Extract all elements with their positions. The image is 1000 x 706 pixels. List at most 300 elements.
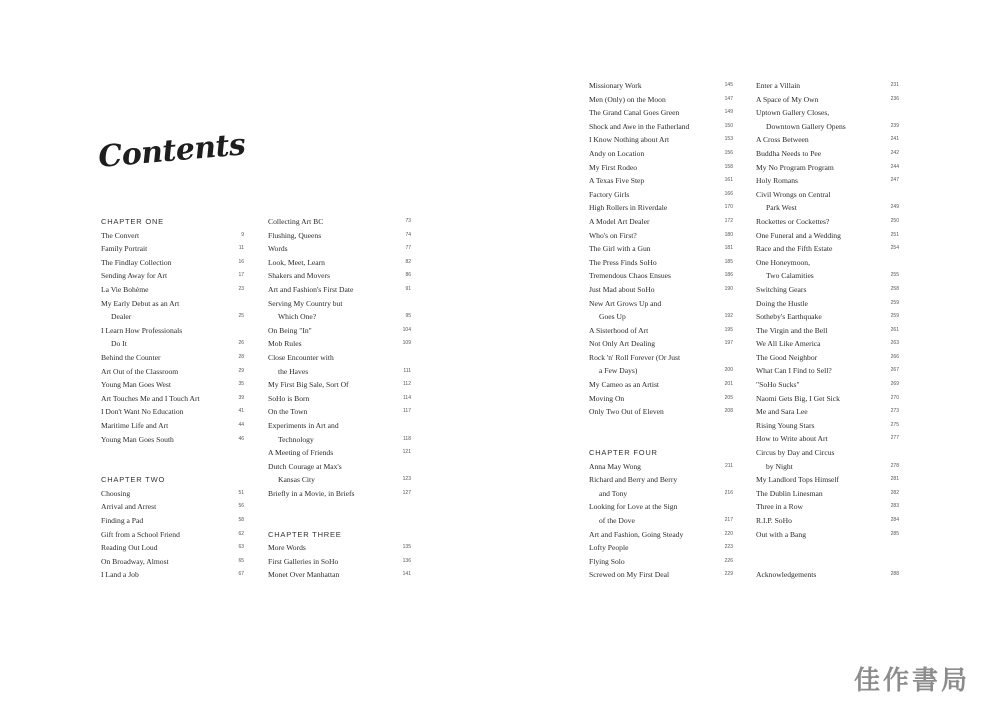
toc-entry-title: Switching Gears — [756, 284, 807, 294]
toc-entry-title: First Galleries in SoHo — [268, 556, 339, 566]
toc-entry-title: My No Program Program — [756, 162, 834, 172]
toc-page-number: 123 — [402, 476, 411, 483]
toc-entry — [756, 392, 899, 406]
toc-page-number: 56 — [238, 503, 244, 510]
spacer — [589, 432, 733, 446]
toc-entry — [589, 174, 733, 188]
toc-entry — [268, 242, 411, 256]
toc-entry — [101, 351, 244, 365]
toc-entry — [589, 460, 733, 474]
toc-entry-title: A Cross Between — [756, 135, 809, 145]
toc-entry — [589, 79, 733, 93]
toc-entry — [589, 392, 733, 406]
toc-entry — [756, 106, 899, 133]
toc-entry — [101, 433, 244, 447]
toc-page-number: 281 — [890, 476, 899, 483]
toc-entry — [756, 568, 899, 582]
toc-entry-title: My Landlord Tops Himself — [756, 475, 840, 485]
toc-entry-title: Flying Solo — [589, 556, 625, 566]
toc-entry — [268, 419, 411, 446]
toc-entry — [756, 419, 899, 433]
toc-page-number: 141 — [402, 571, 411, 578]
toc-entry — [101, 568, 244, 582]
toc-entry-title: Circus by Day and Circus — [756, 448, 835, 458]
toc-page-number: 283 — [890, 503, 899, 510]
toc-page-number: 35 — [238, 381, 244, 388]
toc-page-number: 254 — [890, 245, 899, 252]
toc-entry-title: New Art Grows Up and — [589, 298, 662, 308]
toc-entry — [756, 256, 899, 283]
toc-page-number: 58 — [238, 517, 244, 524]
toc-page-number: 112 — [403, 381, 411, 388]
toc-entry-title: Arrival and Arrest — [101, 502, 157, 512]
toc-entry-title: I Land a Job — [101, 570, 139, 580]
toc-entry-title: Kansas City — [278, 475, 315, 485]
toc-entry — [101, 269, 244, 283]
toc-entry-title: Buddha Needs to Pee — [756, 148, 822, 158]
toc-page-number: 127 — [402, 489, 411, 496]
toc-entry — [589, 242, 733, 256]
toc-entry-title: Words — [268, 244, 288, 254]
toc-entry — [589, 337, 733, 351]
toc-page-number: 109 — [402, 340, 411, 347]
toc-page-number: 275 — [890, 421, 899, 428]
toc-entry — [101, 500, 244, 514]
toc-page-number: 266 — [890, 353, 899, 360]
toc-page-number: 205 — [724, 394, 733, 401]
toc-entry — [268, 229, 411, 243]
toc-page-number: 211 — [725, 462, 733, 469]
toc-entry — [268, 487, 411, 501]
toc-entry — [268, 392, 411, 406]
toc-entry-title: Art Out of the Classroom — [101, 366, 179, 376]
toc-entry — [756, 215, 899, 229]
toc-page-number: 28 — [238, 353, 244, 360]
toc-page-number: 41 — [238, 408, 244, 415]
toc-entry-title: A Space of My Own — [756, 94, 819, 104]
toc-entry-title: Looking for Love at the Sign — [589, 502, 678, 512]
toc-entry — [268, 541, 411, 555]
toc-page-number: 67 — [238, 571, 244, 578]
toc-entry-title: Do It — [111, 339, 127, 349]
toc-page-number: 95 — [405, 313, 411, 320]
toc-page-number: 150 — [724, 122, 733, 129]
toc-entry-title: Enter a Villain — [756, 81, 801, 90]
toc-entry — [589, 256, 733, 270]
toc-page-number: 197 — [724, 340, 733, 347]
toc-page-number: 170 — [724, 204, 733, 211]
toc-entry-title: Dutch Courage at Max's — [268, 461, 342, 471]
toc-entry-title: R.I.P. SoHo — [756, 516, 792, 525]
toc-entry — [101, 365, 244, 379]
toc-entry-title: Factory Girls — [589, 189, 630, 199]
toc-entry — [589, 93, 733, 107]
toc-page-number: 278 — [890, 462, 899, 469]
toc-entry-title: More Words — [268, 543, 306, 553]
toc-entry — [756, 297, 899, 311]
toc-page-number: 26 — [238, 340, 244, 347]
toc-entry — [101, 392, 244, 406]
toc-entry — [268, 555, 411, 569]
toc-entry-title: the Haves — [278, 366, 309, 376]
toc-entry — [101, 419, 244, 433]
toc-page-number: 239 — [890, 122, 899, 129]
toc-page-number: 158 — [724, 163, 733, 170]
toc-entry — [589, 147, 733, 161]
toc-entry — [101, 324, 244, 351]
toc-page-number: 247 — [890, 177, 899, 184]
toc-entry-title: Missionary Work — [589, 81, 642, 90]
toc-page-number: 231 — [890, 82, 899, 88]
toc-entry-title: Flushing, Queens — [268, 230, 322, 240]
toc-page-number: 251 — [890, 231, 899, 238]
toc-entry-title: My First Big Sale, Sort Of — [268, 380, 349, 390]
toc-entry — [589, 201, 733, 215]
toc-page-number: 16 — [238, 258, 244, 265]
toc-page-number: 111 — [403, 367, 411, 374]
chapter-heading: CHAPTER ONE — [101, 217, 164, 226]
toc-entry-title: What Can I Find to Sell? — [756, 366, 832, 376]
toc-entry-title: One Honeymoon, — [756, 257, 810, 267]
toc-page-number: 263 — [890, 340, 899, 347]
toc-entry — [756, 229, 899, 243]
toc-page-number: 63 — [238, 544, 244, 551]
toc-page-number: 86 — [405, 272, 411, 279]
toc-entry-title: I Know Nothing about Art — [589, 135, 670, 145]
toc-entry — [756, 432, 899, 446]
toc-entry-title: Close Encounter with — [268, 352, 334, 362]
toc-column-4 — [756, 79, 899, 582]
toc-page-number: 190 — [724, 285, 733, 292]
toc-entry — [756, 487, 899, 501]
toc-entry — [756, 79, 899, 93]
toc-page-number: 267 — [890, 367, 899, 374]
toc-entry-title: Downtown Gallery Opens — [766, 121, 846, 131]
toc-entry — [268, 568, 411, 582]
toc-entry — [268, 405, 411, 419]
toc-entry-title: A Texas Five Step — [589, 176, 645, 186]
toc-entry — [756, 351, 899, 365]
toc-page-number: 284 — [890, 517, 899, 523]
toc-entry — [101, 555, 244, 569]
toc-entry-title: A Model Art Dealer — [589, 216, 650, 226]
toc-entry — [101, 229, 244, 243]
toc-entry-title: Gift from a School Friend — [101, 529, 180, 539]
toc-page-number: 44 — [238, 421, 244, 428]
toc-entry — [589, 555, 733, 569]
toc-entry-title: Park West — [766, 203, 797, 213]
toc-page-number: 236 — [890, 95, 899, 102]
toc-entry-title: Shock and Awe in the Fatherland — [589, 121, 690, 131]
toc-entry-title: One Funeral and a Wedding — [756, 230, 841, 240]
toc-entry — [101, 256, 244, 270]
spacer — [756, 555, 899, 569]
toc-entry — [589, 541, 733, 555]
spacer — [589, 419, 733, 433]
toc-entry — [268, 324, 411, 338]
toc-entry — [756, 133, 899, 147]
toc-page-number: 149 — [724, 109, 733, 116]
toc-entry-title: Uptown Gallery Closes, — [756, 108, 830, 118]
toc-entry-title: Rock 'n' Roll Forever (Or Just — [589, 352, 681, 362]
toc-page-number: 135 — [402, 544, 411, 551]
toc-entry-title: The Findlay Collection — [101, 257, 172, 267]
toc-entry-title: My Cameo as an Artist — [589, 380, 660, 390]
toc-entry-title: Doing the Hustle — [756, 298, 808, 308]
toc-entry — [589, 297, 733, 324]
toc-page-number: 9 — [241, 231, 244, 238]
toc-entry — [589, 215, 733, 229]
toc-entry — [589, 324, 733, 338]
toc-entry-title: Civil Wrongs on Central — [756, 189, 831, 199]
toc-entry-title: Maritime Life and Art — [101, 420, 169, 430]
toc-page-number: 121 — [402, 449, 411, 456]
toc-entry — [589, 269, 733, 283]
toc-entry-title: High Rollers in Riverdale — [589, 203, 668, 213]
toc-page-number: 46 — [238, 435, 244, 442]
toc-page-number: 223 — [724, 544, 733, 551]
toc-entry — [101, 528, 244, 542]
toc-entry-title: Family Portrait — [101, 244, 148, 254]
toc-entry-title: Tremendous Chaos Ensues — [589, 271, 671, 281]
toc-entry — [268, 446, 411, 460]
toc-entry-title: My Early Debut as an Art — [101, 298, 180, 308]
toc-page-number: 118 — [403, 435, 411, 442]
toc-entry — [756, 174, 899, 188]
toc-entry-title: Finding a Pad — [101, 516, 144, 526]
toc-entry — [101, 541, 244, 555]
toc-entry-title: Race and the Fifth Estate — [756, 244, 833, 254]
toc-entry-title: The Convert — [101, 230, 140, 240]
toc-entry-title: The Grand Canal Goes Green — [589, 108, 680, 118]
toc-entry-title: On Broadway, Almost — [101, 556, 169, 566]
toc-entry — [268, 337, 411, 351]
toc-page-number: 180 — [724, 231, 733, 238]
toc-entry — [101, 405, 244, 419]
toc-page-number: 195 — [724, 326, 733, 333]
toc-entry-title: of the Dove — [599, 516, 635, 525]
toc-entry-title: Me and Sara Lee — [756, 407, 808, 417]
toc-entry-title: On the Town — [268, 407, 308, 417]
toc-entry-title: Out with a Bang — [756, 529, 806, 539]
toc-page-number: 249 — [890, 204, 899, 211]
toc-entry — [756, 147, 899, 161]
toc-page-number: 136 — [402, 557, 411, 564]
chapter-heading: CHAPTER FOUR — [589, 448, 658, 458]
spacer — [101, 446, 244, 473]
toc-entry — [101, 283, 244, 297]
toc-page-number: 261 — [890, 326, 899, 333]
toc-entry-title: Serving My Country but — [268, 298, 343, 308]
toc-entry-title: Art and Fashion's First Date — [268, 284, 354, 294]
toc-entry — [589, 351, 733, 378]
toc-page-number: 201 — [724, 381, 733, 388]
toc-entry-title: Mob Rules — [268, 339, 302, 349]
toc-entry — [756, 446, 899, 473]
toc-entry-title: Acknowledgements — [756, 570, 817, 580]
toc-page-number: 258 — [890, 285, 899, 292]
toc-entry-title: a Few Days) — [599, 366, 638, 376]
toc-page-number: 29 — [238, 367, 244, 374]
toc-entry — [101, 297, 244, 324]
toc-entry-title: Holy Romans — [756, 176, 798, 186]
toc-page-number: 114 — [403, 394, 411, 401]
toc-page-number: 77 — [405, 245, 411, 252]
toc-entry-title: Sotheby's Earthquake — [756, 312, 822, 322]
toc-entry-title: The Virgin and the Bell — [756, 325, 828, 335]
toc-page-number: 242 — [890, 149, 899, 156]
spacer — [268, 514, 411, 528]
toc-page-number: 186 — [724, 272, 733, 279]
toc-entry-title: Rockettes or Cockettes? — [756, 216, 830, 226]
toc-page-number: 226 — [724, 557, 733, 564]
toc-entry — [268, 460, 411, 487]
toc-entry-title: Just Mad about SoHo — [589, 284, 655, 294]
toc-entry-title: Goes Up — [599, 312, 626, 322]
toc-entry-title: Rising Young Stars — [756, 420, 815, 430]
toc-page-number: 220 — [724, 530, 733, 537]
toc-entry-title: How to Write about Art — [756, 434, 828, 444]
toc-entry-title: Young Man Goes South — [101, 434, 174, 444]
toc-entry-title: Experiments in Art and — [268, 420, 339, 430]
toc-page-number: 259 — [890, 299, 899, 306]
toc-entry-title: Men (Only) on the Moon — [589, 94, 666, 104]
contents-title: Contents — [96, 127, 247, 175]
toc-entry — [589, 120, 733, 134]
toc-entry-title: by Night — [766, 461, 793, 471]
toc-entry-title: My First Rodeo — [589, 162, 638, 172]
toc-column-2 — [268, 215, 411, 582]
toc-page-number: 259 — [890, 313, 899, 320]
chapter-heading: CHAPTER THREE — [268, 529, 342, 539]
toc-entry — [756, 283, 899, 297]
toc-entry-title: I Learn How Professionals — [101, 325, 183, 335]
toc-page-number: 273 — [890, 408, 899, 415]
toc-entry-title: Which One? — [278, 312, 317, 322]
toc-entry-title: Lofty People — [589, 543, 629, 553]
toc-entry — [268, 256, 411, 270]
toc-entry — [268, 269, 411, 283]
toc-page-number: 104 — [402, 326, 411, 333]
toc-page-number: 217 — [724, 517, 733, 523]
toc-entry-title: Two Calamities — [766, 271, 814, 281]
toc-entry — [268, 215, 411, 229]
toc-entry-title: Not Only Art Dealing — [589, 339, 656, 349]
toc-page-number: 250 — [890, 217, 899, 224]
toc-entry — [589, 161, 733, 175]
toc-page-number: 161 — [724, 177, 733, 184]
toc-page-number: 17 — [238, 272, 244, 279]
toc-page-number: 23 — [238, 285, 244, 292]
toc-entry — [589, 188, 733, 202]
toc-entry — [756, 324, 899, 338]
toc-entry-title: The Press Finds SoHo — [589, 257, 657, 267]
toc-entry — [756, 337, 899, 351]
toc-entry-title: Shakers and Movers — [268, 271, 331, 281]
toc-entry-title: Reading Out Loud — [101, 543, 158, 553]
toc-page-number: 73 — [405, 218, 411, 224]
toc-entry-title: Look, Meet, Learn — [268, 257, 325, 267]
toc-entry — [756, 161, 899, 175]
spacer — [268, 500, 411, 514]
toc-page-number: 166 — [724, 190, 733, 197]
toc-entry-title: A Sisterhood of Art — [589, 325, 649, 335]
toc-entry — [756, 93, 899, 107]
toc-entry-title: The Dublin Linesman — [756, 488, 823, 498]
toc-entry-title: I Don't Want No Education — [101, 407, 184, 417]
toc-entry-title: Briefly in a Movie, in Briefs — [268, 488, 355, 498]
toc-entry — [101, 242, 244, 256]
toc-entry — [268, 297, 411, 324]
toc-entry-title: Art and Fashion, Going Steady — [589, 529, 684, 539]
toc-entry-title: Behind the Counter — [101, 352, 161, 362]
toc-entry-title: Naomi Gets Big, I Get Sick — [756, 393, 840, 403]
toc-page-number: 288 — [890, 571, 899, 578]
toc-entry — [589, 283, 733, 297]
toc-entry-title: Collecting Art BC — [268, 217, 324, 226]
toc-entry — [589, 473, 733, 500]
toc-entry — [268, 351, 411, 378]
toc-page-number: 25 — [238, 313, 244, 320]
toc-page-number: 145 — [724, 82, 733, 88]
toc-entry-title: SoHo is Born — [268, 393, 310, 403]
toc-entry-title: "SoHo Sucks" — [756, 380, 800, 390]
toc-page-number: 277 — [890, 435, 899, 442]
toc-entry — [101, 378, 244, 392]
toc-page-number: 255 — [890, 272, 899, 279]
toc-entry-title: On Being "In" — [268, 325, 312, 335]
toc-entry-title: Young Man Goes West — [101, 380, 171, 390]
toc-entry-title: A Meeting of Friends — [268, 448, 334, 458]
toc-entry — [756, 405, 899, 419]
toc-page-number: 153 — [724, 136, 733, 143]
toc-page-number: 117 — [403, 408, 411, 415]
toc-entry-title: Who's on First? — [589, 230, 637, 240]
toc-entry — [589, 378, 733, 392]
toc-page-number: 241 — [890, 136, 899, 143]
toc-entry — [589, 568, 733, 582]
toc-entry-title: Screwed on My First Deal — [589, 570, 670, 580]
publisher-watermark-logo: 佳作書局 — [853, 666, 970, 696]
toc-page-number: 282 — [890, 489, 899, 496]
toc-entry-title: Monet Over Manhattan — [268, 570, 340, 580]
toc-entry — [589, 106, 733, 120]
toc-entry — [756, 364, 899, 378]
toc-page-number: 244 — [890, 163, 899, 170]
toc-entry-title: Art Touches Me and I Touch Art — [101, 393, 200, 403]
toc-entry — [589, 528, 733, 542]
toc-page-number: 181 — [724, 245, 733, 252]
toc-page-number: 51 — [238, 489, 244, 496]
toc-entry-title: Moving On — [589, 393, 625, 403]
toc-page-number: 62 — [238, 530, 244, 537]
toc-entry-title: We All Like America — [756, 339, 821, 349]
toc-entry-title: The Good Neighbor — [756, 352, 818, 362]
toc-page-number: 91 — [405, 285, 411, 292]
toc-entry-title: Only Two Out of Eleven — [589, 407, 664, 417]
toc-entry-title: Technology — [278, 434, 314, 444]
toc-entry — [101, 487, 244, 501]
toc-entry — [756, 473, 899, 487]
toc-entry — [589, 229, 733, 243]
toc-entry-title: The Girl with a Gun — [589, 244, 651, 254]
spacer — [756, 541, 899, 555]
toc-page-number: 147 — [724, 95, 733, 102]
toc-page-number: 200 — [724, 367, 733, 374]
toc-column-3 — [589, 79, 733, 582]
toc-page-number: 172 — [724, 217, 733, 224]
toc-entry — [756, 528, 899, 542]
